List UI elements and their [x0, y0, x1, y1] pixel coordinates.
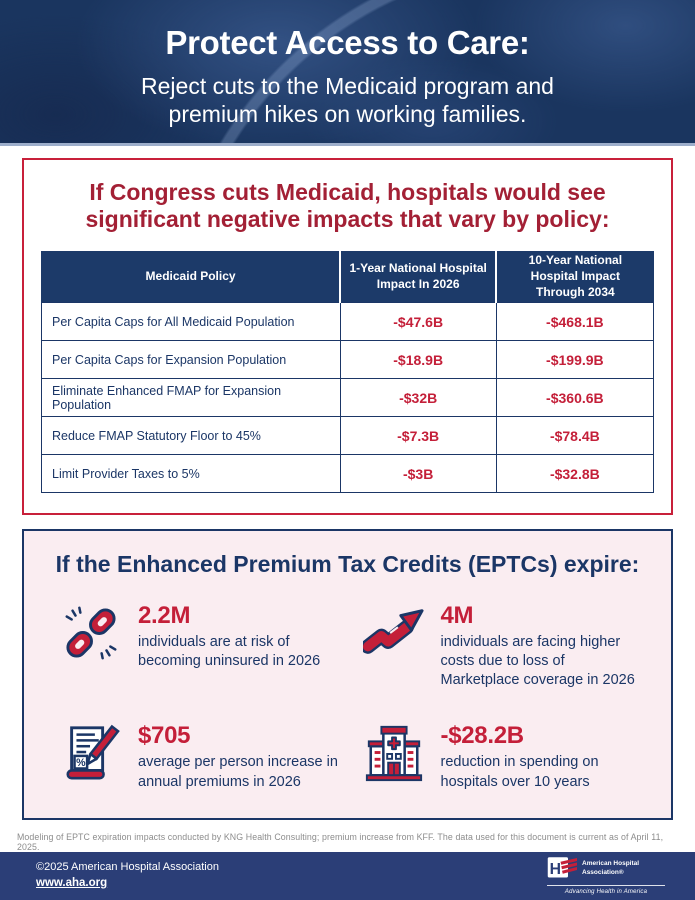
- policy-cell: Eliminate Enhanced FMAP for Expansion Population: [42, 379, 341, 417]
- stat-uninsured: [48, 602, 345, 690]
- medicaid-impact-section: [22, 158, 673, 515]
- header-banner: [0, 0, 695, 146]
- aha-logo-top: [547, 856, 665, 881]
- stat-text-block: [138, 722, 345, 791]
- copyright-text: ©2025 American Hospital Association: [36, 860, 219, 873]
- premium-document-icon: [60, 722, 122, 784]
- svg-text:%: %: [76, 757, 86, 770]
- impact-1yr-cell: -$47.6B: [340, 303, 496, 341]
- impact-1yr-cell: -$18.9B: [340, 341, 496, 379]
- table-row: [42, 303, 654, 341]
- hospital-building-icon: [363, 722, 425, 784]
- aha-logo-divider: [547, 885, 665, 886]
- impact-10yr-cell: -$199.9B: [496, 341, 653, 379]
- stat-value: 4M: [440, 602, 474, 629]
- table-row: [42, 417, 654, 455]
- column-header-10yr-impact: 10-Year National Hospital Impact Through 2034: [496, 251, 653, 303]
- stat-description: reduction in spending on hospitals over 10 years: [440, 754, 599, 790]
- data-source-footnote: Modeling of EPTC expiration impacts conducted by KNG Health Consulting; premium increase from KFF. The data used for this document is current as of April 11, 2025.: [17, 831, 664, 852]
- impact-10yr-cell: -$78.4B: [496, 417, 653, 455]
- stat-value: 2.2M: [138, 602, 191, 629]
- aha-org-line2: Association®: [582, 868, 624, 876]
- impact-1yr-cell: -$3B: [340, 455, 496, 493]
- stat-text-block: [441, 722, 648, 791]
- footer-text-block: [36, 861, 219, 891]
- stat-hospital-spending: [351, 722, 648, 791]
- impact-10yr-cell: -$32.8B: [496, 455, 653, 493]
- trend-up-arrow-icon: [363, 602, 425, 664]
- impact-10yr-cell: -$360.6B: [496, 379, 653, 417]
- policy-cell: Per Capita Caps for All Medicaid Population: [42, 303, 341, 341]
- stat-value: -$28.2B: [440, 722, 524, 750]
- policy-cell: Per Capita Caps for Expansion Population: [42, 341, 341, 379]
- svg-text:H: H: [549, 861, 561, 879]
- table-row: [42, 455, 654, 493]
- policy-cell: Reduce FMAP Statutory Floor to 45%: [42, 417, 341, 455]
- table-row: [42, 341, 654, 379]
- eptc-section-heading: If the Enhanced Premium Tax Credits (EPTCs) expire:: [55, 551, 640, 577]
- eptc-expiry-section: [22, 529, 673, 820]
- stat-description: individuals are at risk of becoming uninsured in 2026: [138, 634, 321, 670]
- eptc-stats-grid: [48, 602, 647, 792]
- page-subtitle-line1: Reject cuts to the Medicaid program and: [141, 73, 554, 99]
- stat-description: average per person increase in annual premiums in 2026: [138, 754, 338, 790]
- page-subtitle: [0, 72, 695, 128]
- stat-value: $705: [138, 722, 191, 750]
- stat-higher-costs: [351, 602, 648, 690]
- page-subtitle-line2: premium hikes on working families.: [168, 101, 527, 128]
- medicaid-impact-table: [41, 251, 654, 494]
- aha-tagline: Advancing Health in America: [564, 889, 648, 896]
- stat-text-block: [441, 602, 648, 690]
- aha-org-name: [582, 860, 639, 877]
- table-header-row: [42, 251, 654, 303]
- policy-cell: Limit Provider Taxes to 5%: [42, 455, 341, 493]
- aha-logo-mark-icon: [547, 856, 577, 881]
- aha-website-link[interactable]: www.aha.org: [36, 876, 108, 889]
- stat-description: individuals are facing higher costs due to loss of Marketplace coverage in 2026: [440, 634, 635, 689]
- page-title: Protect Access to Care:: [165, 24, 530, 61]
- footer-bar: [0, 852, 695, 900]
- column-header-policy: Medicaid Policy: [42, 251, 341, 303]
- aha-logo: [547, 856, 665, 895]
- medicaid-section-heading: If Congress cuts Medicaid, hospitals would see significant negative impacts that vary by policy:: [85, 179, 610, 233]
- column-header-1yr-impact: 1-Year National Hospital Impact In 2026: [340, 251, 496, 303]
- impact-10yr-cell: -$468.1B: [496, 303, 653, 341]
- aha-org-line1: American Hospital: [582, 860, 640, 868]
- broken-chain-icon: [60, 602, 122, 664]
- table-row: [42, 379, 654, 417]
- stat-premium-increase: [48, 722, 345, 791]
- stat-text-block: [138, 602, 345, 671]
- impact-1yr-cell: -$32B: [340, 379, 496, 417]
- impact-1yr-cell: -$7.3B: [340, 417, 496, 455]
